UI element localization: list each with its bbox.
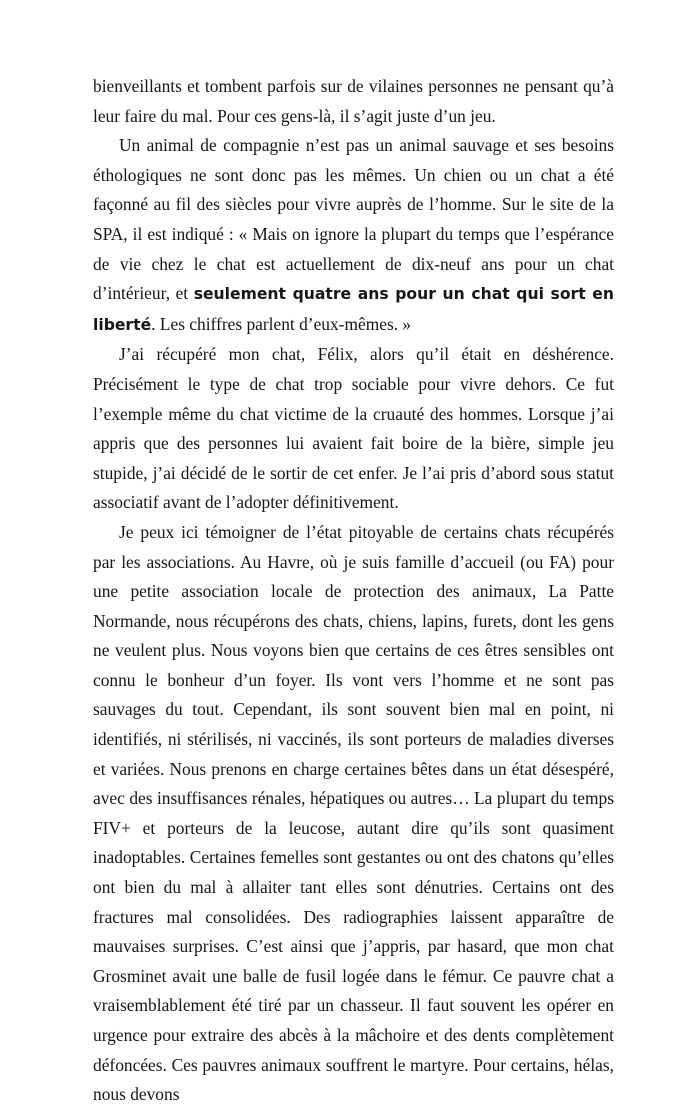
paragraph-1: bienveillants et tombent parfois sur de vilaines personnes ne pensant qu’à leur faire du mal. Pour ces gens-là, il s’agit juste d’un jeu. (93, 76, 614, 126)
page-body (93, 72, 614, 1110)
paragraph-2-bold-text: seulement quatre ans pour un chat qui sort en liberté (93, 285, 614, 334)
paragraph-2-text-start: Un animal de compagnie n’est pas un animal sauvage et ses besoins éthologiques ne sont donc pas les mêmes. Un chien ou un chat a été façonné au fil des siècles pour vivre auprès de l’homme. Sur le site de la SPA, il est indiqué : « Mais on ignore la plupart du temps que l’espérance de vie chez le chat est actuellement de dix-neuf ans pour un chat d’intérieur, et (93, 135, 614, 304)
paragraph-4: Je peux ici témoigner de l’état pitoyable de certains chats récupérés par les associations. Au Havre, où je suis famille d’accueil (ou FA) pour une petite association locale de protection des animaux, La Patte Normande, nous récupérons des chats, chiens, lapins, furets, dont les gens ne veulent plus. Nous voyons bien que certains de ces êtres sensibles ont connu le bonheur d’un foyer. Ils vont vers l’homme et ne sont pas sauvages du tout. Cependant, ils sont souvent bien mal en point, ni identifiés, ni stérilisés, ni vaccinés, ils sont porteurs de maladies diverses et variées. Nous prenons en charge certaines bêtes dans un état désespéré, avec des insuffisances rénales, hépatiques ou autres… La plupart du temps FIV+ et porteurs de la leucose, autant dire qu’ils sont quasiment inadoptables. Certaines femelles sont gestantes ou ont des chatons qu’elles ont bien du mal à allaiter tant elles sont dénutries. Certains ont des fractures mal consolidées. Des radiographies laissent apparaître de mauvaises surprises. C’est ainsi que j’appris, par hasard, que mon chat Grosminet avait une balle de fusil logée dans le fémur. Ce pauvre chat a vraisemblablement été tiré par un chasseur. Il faut souvent les opérer en urgence pour extraire des abcès à la mâchoire et des dents complètement défoncées. Ces pauvres animaux souffrent le martyre. Pour certains, hélas, nous devons (93, 521, 614, 1105)
paragraph-2-text-end: . Les chiffres parlent d’eux-mêmes. » (151, 313, 412, 334)
paragraph-2 (93, 131, 614, 340)
paragraph-3: J’ai récupéré mon chat, Félix, alors qu’il était en déshérence. Précisément le type de chat trop sociable pour vivre dehors. Ce fut l’exemple même du chat victime de la cruauté des hommes. Lorsque j’ai appris que des personnes lui avaient fait boire de la bière, simple jeu stupide, j’ai décidé de le sortir de cet enfer. Je l’ai pris d’abord sous statut associatif avant de l’adopter définitivement. (93, 344, 614, 513)
